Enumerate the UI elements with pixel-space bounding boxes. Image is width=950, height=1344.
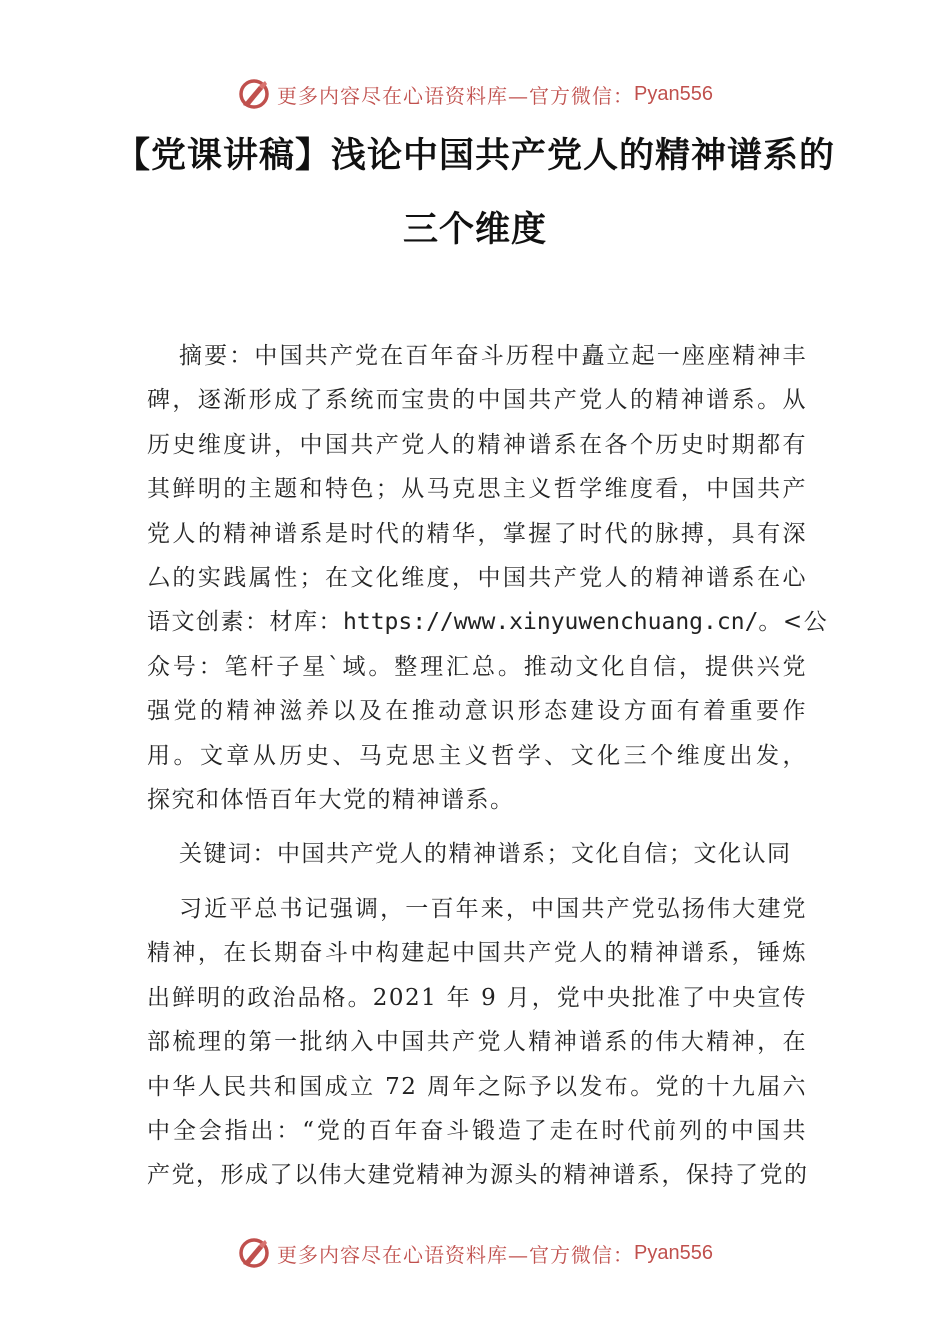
body-line: 精神，在长期奋斗中构建起中国共产党人的精神谱系，锤炼: [147, 940, 807, 967]
url-line-suffix: 。<公: [758, 609, 829, 636]
banner-text: 更多内容尽在心语资料库—官方微信：: [277, 1242, 635, 1267]
abstract-url-line: [147, 600, 829, 644]
banner-wechat-id: Pyan556: [634, 1241, 713, 1264]
abstract-line: 历史维度讲，中国共产党人的精神谱系在各个历史时期都有: [147, 431, 807, 458]
header-banner: [0, 72, 950, 116]
keywords-paragraph: [147, 832, 807, 876]
source-url-link[interactable]: https://www.xinyuwenchuang.cn/: [343, 609, 759, 636]
abstract-line: 其鲜明的主题和特色；从马克思主义哲学维度看，中国共产: [147, 476, 807, 503]
body-line: 中华人民共和国成立 72 周年之际予以发布。党的十九届六: [147, 1073, 807, 1100]
url-line-prefix: 语文创素：材库：: [147, 609, 343, 636]
document-title-line-2: 三个维度: [402, 209, 547, 250]
abstract-line: 碑，逐渐形成了系统而宝贵的中国共产党人的精神谱系。从: [147, 387, 807, 414]
brush-logo-icon: [237, 77, 271, 111]
document-title-line-1: 【党课讲稿】浅论中国共产党人的精神谱系的: [114, 135, 835, 176]
abstract-line: 用。文章从历史、马克思主义哲学、文化三个维度出发，: [147, 742, 807, 769]
footer-banner: [0, 1231, 950, 1275]
body-line: 中全会指出：“党的百年奋斗锻造了走在时代前列的中国共: [147, 1117, 807, 1144]
body-line: 部梳理的第一批纳入中国共产党人精神谱系的伟大精神，在: [147, 1029, 807, 1056]
abstract-line: 探究和体悟百年大党的精神谱系。: [147, 786, 515, 813]
keywords-line: 关键词：中国共产党人的精神谱系；文化自信；文化认同: [179, 841, 792, 867]
body-paragraph: [147, 887, 807, 1198]
body-line: 出鲜明的政治品格。2021 年 9 月，党中央批准了中央宣传: [147, 984, 807, 1011]
abstract-line: 厶的实践属性；在文化维度，中国共产党人的精神谱系在心: [147, 564, 807, 591]
banner-text: 更多内容尽在心语资料库—官方微信：: [277, 83, 635, 108]
body-line: 产党，形成了以伟大建党精神为源头的精神谱系，保持了党的: [147, 1162, 809, 1189]
banner-wechat-id: Pyan556: [634, 82, 713, 105]
abstract-line: 众号：笔杆子星`域。整理汇总。推动文化自信，提供兴党: [147, 653, 807, 680]
body-line: 习近平总书记强调，一百年来，中国共产党弘扬伟大建党: [179, 896, 807, 922]
abstract-line: 强党的精神滋养以及在推动意识形态建设方面有着重要作: [147, 698, 807, 725]
abstract-line: 摘要：中国共产党在百年奋斗历程中矗立起一座座精神丰: [179, 343, 807, 369]
abstract-line: 党人的精神谱系是时代的精华，掌握了时代的脉搏，具有深: [147, 520, 807, 547]
brush-logo-icon: [237, 1236, 271, 1270]
abstract-paragraph: [147, 334, 829, 822]
